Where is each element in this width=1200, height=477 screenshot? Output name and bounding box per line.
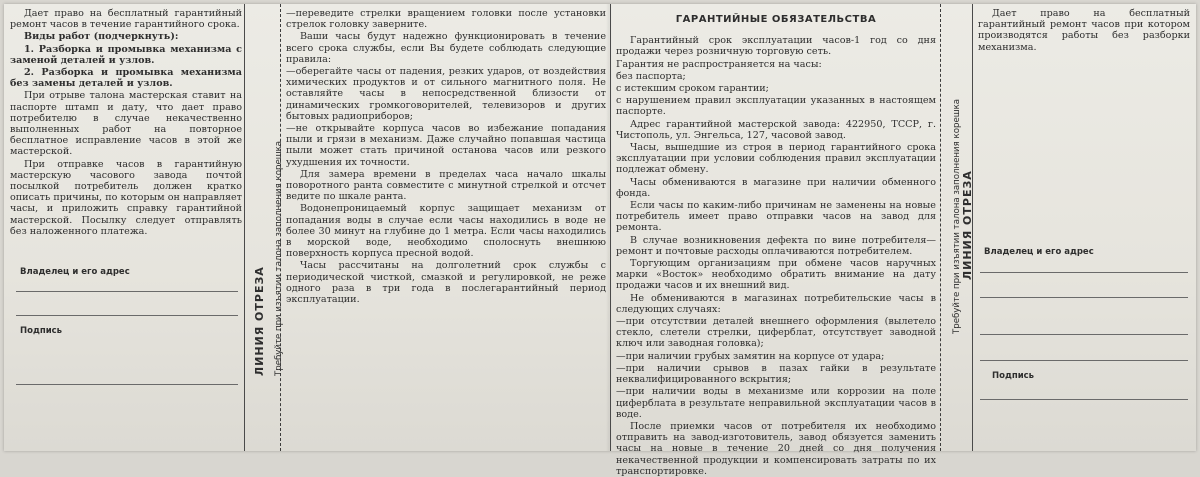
guarantee-p1: Гарантийный срок эксплуатации часов-1 год со дня продажи через розничную торговую сеть. xyxy=(616,35,936,58)
owner-label-left: Владелец и его адрес xyxy=(20,267,130,277)
right-stub-intro: Дает право на бесплатный гарантийный ремонт часов при котором производятся работы без разборки механизма. xyxy=(978,8,1190,53)
guarantee-p15: —при наличии срывов в пазах гайки в результате неквалифицированного вскрытия; xyxy=(616,362,936,386)
guarantee-p2: Гарантия не распространяется на часы: xyxy=(616,58,822,70)
owner-line-right-4 xyxy=(980,360,1188,361)
work-types-heading: Виды работ (подчеркнуть): xyxy=(24,31,179,43)
cut-line-left xyxy=(248,266,267,376)
middle-p0: —переведите стрелки вращением головки после установки стрелок головку заверните. xyxy=(286,8,606,31)
cut-line-right-label: ЛИНИЯ ОТРЕЗА xyxy=(961,170,974,280)
middle-panel xyxy=(286,8,606,451)
signature-line-right xyxy=(980,399,1188,400)
right-stub-border xyxy=(972,4,973,451)
guarantee-p17: После приемки часов от потребителя их необходимо отправить на завод-изготовитель, завод обязуется заменить часы на новые в течение 20 дней со дня получения некачественной продукции и компенсировать затраты по их транспортировке. xyxy=(616,420,936,477)
center-fold xyxy=(606,4,612,451)
middle-p3: —не открывайте корпуса часов во избежание попадания пыли и грязи в механизм. Даже случайно попавшая частица пыли может стать причиной останова часов или резкого ухудшения их точности. xyxy=(286,123,606,168)
guarantee-p13: —при отсутствии деталей внешнего оформления (вылетело стекло, слетели стрелки, циферблат, отсутствует заводной ключ или заводная головка); xyxy=(616,316,936,350)
guarantee-p4: с истекшим сроком гарантии; xyxy=(616,83,769,95)
signature-label-left: Подпись xyxy=(20,326,63,336)
work-type-2: 2. Разборка и промывка механизма без замены деталей и узлов. xyxy=(10,67,242,90)
signature-label-right: Подпись xyxy=(992,371,1035,381)
owner-line-right-3 xyxy=(980,334,1188,335)
guarantee-p7: Часы, вышедшие из строя в период гарантийного срока эксплуатации при условии соблюдения правил эксплуатации подлежат обмену. xyxy=(616,142,936,176)
owner-line-right-2 xyxy=(980,297,1188,298)
guarantee-p8: Часы обмениваются в магазине при наличии обменного фонда. xyxy=(616,176,936,199)
guarantee-title: ГАРАНТИЙНЫЕ ОБЯЗАТЕЛЬСТВА xyxy=(675,14,877,25)
left-stub-para-1: При отрыве талона мастерская ставит на паспорте штамп и дату, что дает право потребителю в случае некачественно выполненных работ на повторное бесплатное исправление часов в этой же мастерской. xyxy=(10,90,242,158)
middle-p1: Ваши часы будут надежно функционировать в течение всего срока службы, если Вы будете соблюдать следующие правила: xyxy=(286,31,606,65)
middle-p2: —оберегайте часы от падения, резких ударов, от воздействия химических продуктов и от сильного магнитного поля. Не оставляйте часы в непосредственной близости от динамических громкоговорителей, телевизоров и других бытовых радиоприборов; xyxy=(286,66,606,122)
guarantee-p6: Адрес гарантийной мастерской завода: 422950, ТССР, г. Чистополь, ул. Энгельса, 127, часовой завод. xyxy=(616,118,936,141)
left-stub-para-2: При отправке часов в гарантийную мастерскую часового завода почтой посылкой потребитель должен кратко описать причины, по которым он направляет часы, и приложить справку гарантийной мастерской. Посылку следует отправлять без наложенного платежа. xyxy=(10,158,242,237)
middle-p5: Водонепроницаемый корпус защищает механизм от попадания воды в случае если часы находились в воде не более 30 минут на глубине до 1 метра. Если часы находились в морской воде, необходимо сполоснуть внешнюю поверхность корпуса пресной водой. xyxy=(286,203,606,260)
work-type-1: 1. Разборка и промывка механизма с заменой деталей и узлов. xyxy=(10,43,242,66)
owner-line-left-2 xyxy=(16,315,238,316)
center-border xyxy=(610,4,611,451)
cut-line-left-note-text: Требуйте при изъятии талона заполнения корешка xyxy=(274,140,284,376)
guarantee-p12: Не обмениваются в магазинах потребительские часы в следующих случаях: xyxy=(616,292,936,315)
guarantee-p16: —при наличии воды в механизме или коррозии на поле циферблата в результате неправильной эксплуатации часов в воде. xyxy=(616,386,936,420)
guarantee-p14: —при наличии грубых замятин на корпусе от удара; xyxy=(616,350,885,362)
owner-line-left-1 xyxy=(16,291,238,292)
cut-dash-right xyxy=(940,4,941,451)
cut-line-left-note xyxy=(266,141,285,376)
guarantee-p9: Если часы по каким-либо причинам не заменены на новые потребитель имеет право отправки часов на завод для ремонта. xyxy=(616,200,936,234)
owner-line-right-1 xyxy=(980,272,1188,273)
cut-line-right-note-text: Требуйте при изъятии талона заполнения корешка xyxy=(952,98,962,334)
cut-line-left-label: ЛИНИЯ ОТРЕЗА xyxy=(253,266,266,376)
guarantee-p10: В случае возникновения дефекта по вине потребителя—ремонт и почтовые расходы оплачиваются потребителем. xyxy=(616,234,936,257)
middle-p6: Часы рассчитаны на долголетний срок службы с периодической чисткой, смазкой и регулировкой, не реже одного раза в три года в послегарантийный период эксплуатации. xyxy=(286,260,606,306)
warranty-sheet xyxy=(4,4,1196,477)
cut-dash-left xyxy=(280,4,281,451)
left-stub-border xyxy=(244,4,245,451)
guarantee-p11: Торгующим организациям при обмене часов наручных марки «Восток» необходимо обратить внимание на дату продажи часов и их внешний вид. xyxy=(616,258,936,292)
guarantee-p5: с нарушением правил эксплуатации указанных в настоящем паспорте. xyxy=(616,95,936,118)
guarantee-panel xyxy=(616,8,936,477)
owner-label-right: Владелец и его адрес xyxy=(984,247,1094,257)
signature-line-left xyxy=(16,384,238,385)
right-stub xyxy=(978,8,1190,451)
left-stub-intro: Дает право на бесплатный гарантийный ремонт часов в течение гарантийного срока. xyxy=(10,8,242,31)
middle-p4: Для замера времени в пределах часа начало шкалы поворотного ранта совместите с минутной стрелкой и отсчет ведите по шкале ранта. xyxy=(286,168,606,203)
guarantee-p3: без паспорта; xyxy=(616,70,686,82)
